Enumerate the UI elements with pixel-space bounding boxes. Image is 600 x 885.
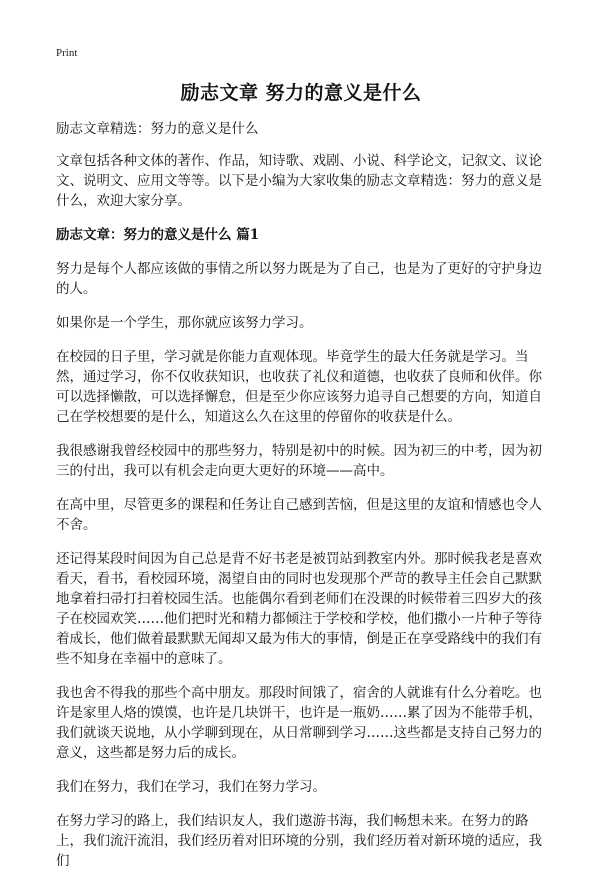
article-intro: 文章包括各种文体的著作、作品，知诗歌、戏剧、小说、科学论文，记叙文、议论文、说明文、应用文等等。以下是小编为大家收集的励志文章精选：努力的意义是什么，欢迎大家分享。 xyxy=(56,153,542,209)
paragraph: 我很感谢我曾经校园中的那些努力，特别是初中的时候。因为初三的中考，因为初三的付出，我可以有机会走向更大更好的环境——高中。 xyxy=(56,443,542,479)
paragraph: 如果你是一个学生，那你就应该努力学习。 xyxy=(56,315,313,331)
page-title: 励志文章 努力的意义是什么 xyxy=(180,82,422,104)
paragraph: 在高中里，尽管更多的课程和任务让自己感到苦恼，但是这里的友谊和情感也令人不舍。 xyxy=(56,497,542,533)
section-heading: 励志文章：努力的意义是什么 篇1 xyxy=(56,227,260,243)
article xyxy=(56,78,546,885)
paragraph: 我们在努力，我们在学习，我们在努力学习。 xyxy=(56,779,326,795)
paragraph: 我也舍不得我的那些个高中朋友。那段时间饿了，宿舍的人就谁有什么分着吃。也许是家里人烙的馍馍，也许是几块饼干，也许是一瓶奶……累了因为不能带手机，我们就谈天说地，从小学聊到现在，从日常聊到学习……这些都是支持自己努力的意义，这些都是努力后的成长。 xyxy=(56,685,542,761)
paragraph: 在努力学习的路上，我们结识友人，我们遨游书海，我们畅想未来。在努力的路上，我们流汗流泪，我们经历着对旧环境的分别，我们经历着对新环境的适应，我们 xyxy=(56,813,542,869)
paragraph: 在校园的日子里，学习就是你能力直观体现。毕竟学生的最大任务就是学习。当然，通过学习，你不仅收获知识，也收获了礼仪和道德，也收获了良师和伙伴。你可以选择懒散，可以选择懈怠，但是至少你应该努力追寻自己想要的方向，知道自己在学校想要的是什么，知道这么久在这里的停留你的收获是什么。 xyxy=(56,349,542,425)
print-link[interactable]: Print xyxy=(56,47,78,59)
article-subtitle: 励志文章精选：努力的意义是什么 xyxy=(56,121,259,137)
paragraph: 还记得某段时间因为自己总是背不好书老是被罚站到教室内外。那时候我老是喜欢看天，看书，看校园环境，渴望自由的同时也发现那个严苛的教导主任会自己默默地拿着扫帚打扫着校园生活。也能偶尔看到老师们在没课的时候带着三四岁大的孩子在校园欢笑……他们把时光和精力都倾注于学校和学校，他们撒小一片种子等待着成长，他们做着最默默无闻却又最为伟大的事情，倒是正在享受路线中的我们有些不知身在幸福中的意味了。 xyxy=(56,551,542,667)
paragraph: 努力是每个人都应该做的事情之所以努力既是为了自己，也是为了更好的守护身边的人。 xyxy=(56,261,542,297)
